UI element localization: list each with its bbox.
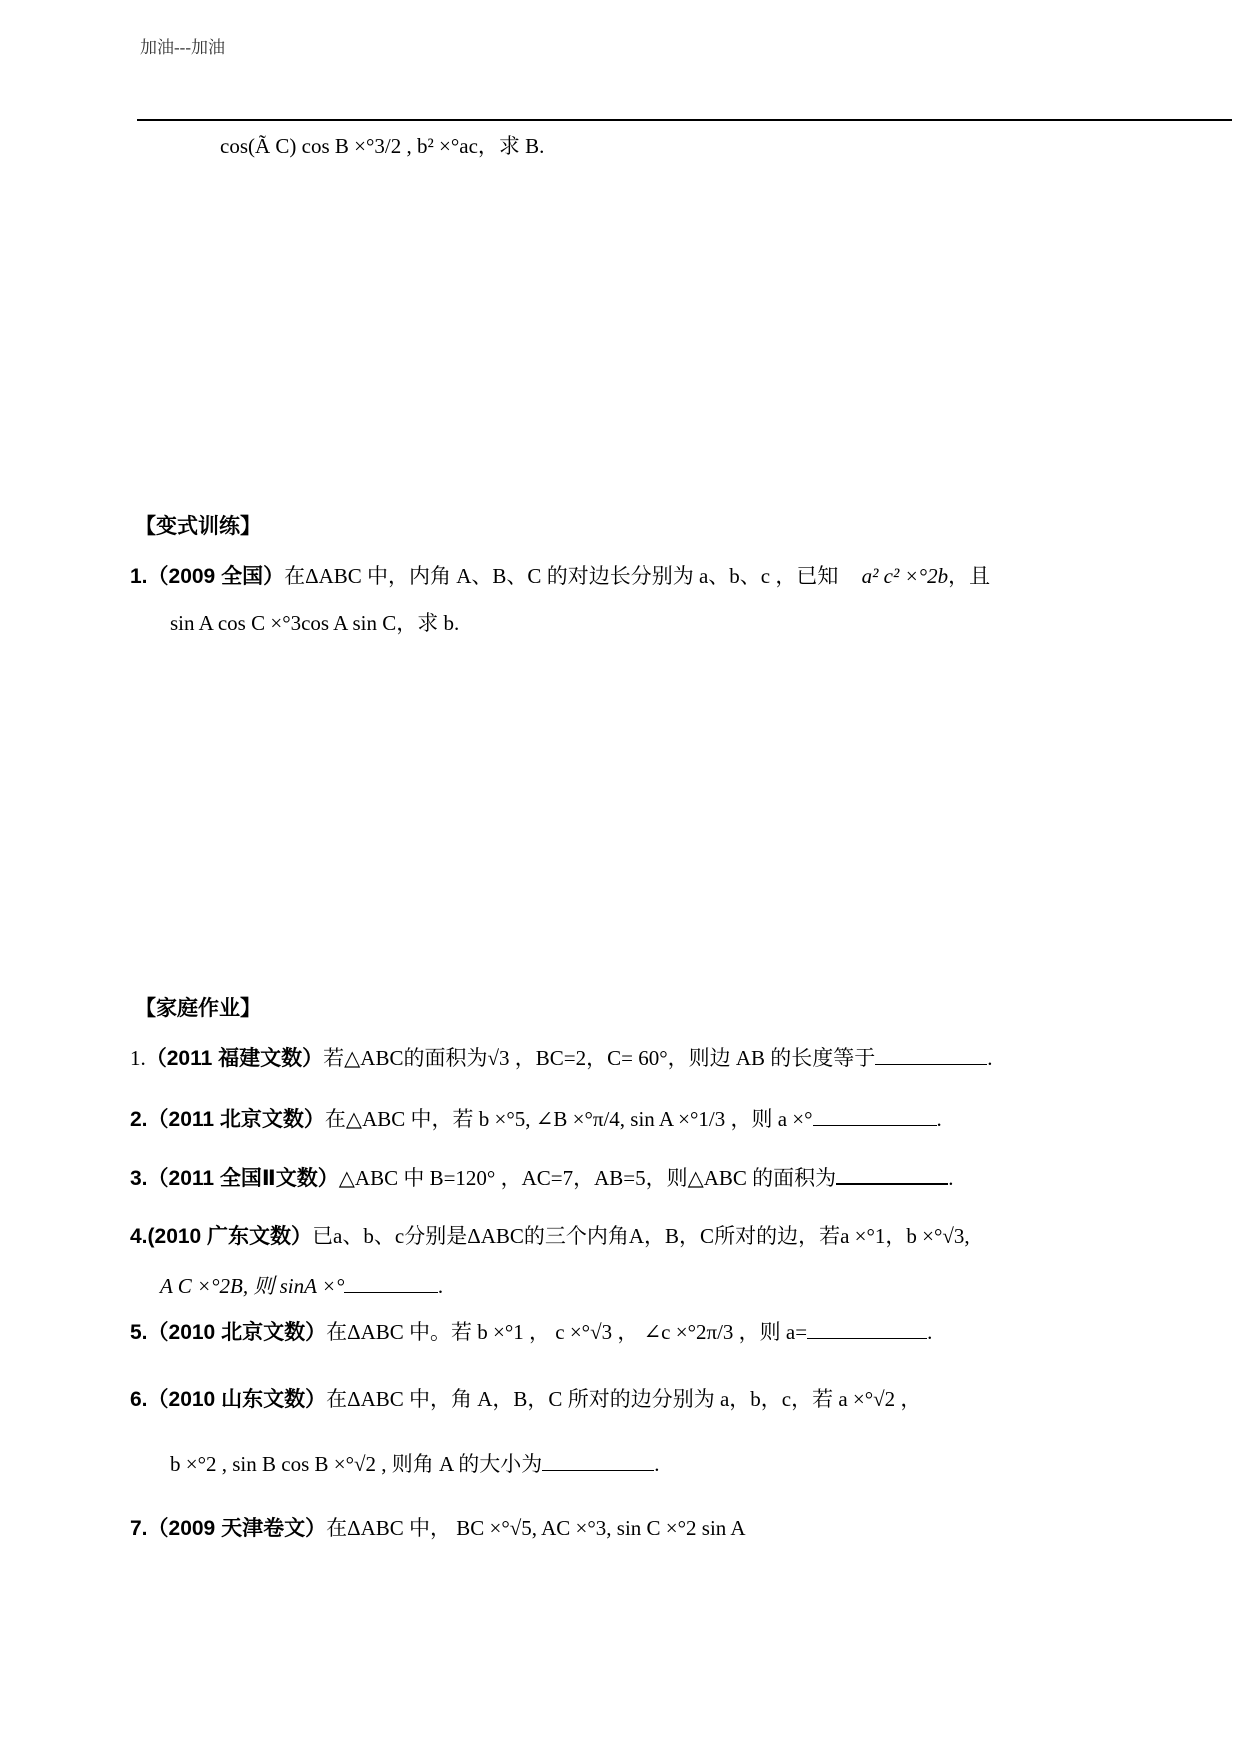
item-text: 已a、b、c分别是ΔABC的三个内角A，B，C所对的边，若a ×°1，b ×°√3, xyxy=(312,1224,970,1248)
item-end: . xyxy=(948,1166,954,1190)
item-text-2: b ×°2 , sin B cos B ×°√2 , 则角 A 的大小为 xyxy=(170,1452,543,1476)
item-text: 在ΔABC 中，角 A，B，C 所对的边分别为 a，b，c，若 a ×°√2 ， xyxy=(326,1387,922,1411)
homework-item-6-line2 xyxy=(170,1448,660,1478)
answer-blank[interactable] xyxy=(344,1291,438,1293)
item-source: （2011 全国Ⅱ文数） xyxy=(147,1167,339,1190)
item-end: . xyxy=(987,1046,993,1070)
q-number: 1. xyxy=(130,565,148,588)
homework-item-7 xyxy=(130,1512,746,1542)
item-end: . xyxy=(438,1274,444,1298)
item-text: △ABC 中 B=120° ，AC=7，AB=5，则△ABC 的面积为 xyxy=(338,1166,837,1190)
answer-blank[interactable] xyxy=(807,1337,927,1339)
variant-q1-line2 xyxy=(170,607,459,637)
item-source: （2011 福建文数） xyxy=(145,1047,324,1070)
item-source: （2010 山东文数） xyxy=(147,1388,327,1411)
page-header: 加油---加油 xyxy=(140,38,225,57)
item-number: 1. xyxy=(130,1046,146,1070)
q-source: （2009 全国） xyxy=(147,565,285,588)
item-text: 在△ABC 中，若 b ×°5, ∠B ×°π/4, sin A ×°1/3 ，则 a ×° xyxy=(324,1107,813,1131)
item-source: （2011 北京文数） xyxy=(147,1108,325,1131)
variant-section-title: 【变式训练】 xyxy=(135,515,261,538)
item-number: 4. xyxy=(130,1225,148,1248)
variant-q1-line1 xyxy=(130,560,990,590)
item-number: 5. xyxy=(130,1321,148,1344)
intro-formula: cos(Ã C) cos B ×°3/2 , b² ×°ac xyxy=(220,134,478,158)
q-formula-2: sin A cos C ×°3cos A sin C xyxy=(170,611,397,635)
item-number: 6. xyxy=(130,1388,148,1411)
answer-blank[interactable] xyxy=(542,1469,654,1471)
item-end: . xyxy=(654,1452,660,1476)
homework-section-title: 【家庭作业】 xyxy=(135,997,261,1020)
homework-item-6 xyxy=(130,1383,921,1413)
item-text: 在ΔABC 中。若 b ×°1 ， c ×°√3 ， ∠c ×°2π/3 ，则 a= xyxy=(326,1320,808,1344)
item-number: 3. xyxy=(130,1167,148,1190)
q-text: 在ΔABC 中，内角 A、B、C 的对边长分别为 a、b、c ，已知 xyxy=(284,564,839,588)
item-end: . xyxy=(936,1107,942,1131)
item-text: 若△ABC的面积为√3 ，BC=2，C= 60°，则边 AB 的长度等于 xyxy=(323,1046,876,1070)
intro-problem-line xyxy=(220,130,544,160)
header-rule xyxy=(137,119,1232,121)
item-text-2: A C ×°2B, 则 sinA ×° xyxy=(160,1274,345,1298)
answer-blank[interactable] xyxy=(836,1182,948,1185)
q-tail: ，且 xyxy=(948,564,991,588)
homework-item-2 xyxy=(130,1103,942,1133)
answer-blank[interactable] xyxy=(813,1124,937,1126)
item-source: （2009 天津卷文） xyxy=(147,1517,327,1540)
item-source: (2010 广东文数） xyxy=(147,1225,313,1248)
q-formula: a² c² ×°2b xyxy=(861,564,949,588)
q-tail-2: ，求 b. xyxy=(396,611,460,635)
item-number: 7. xyxy=(130,1517,148,1540)
homework-item-1 xyxy=(130,1042,993,1072)
item-end: . xyxy=(927,1320,933,1344)
answer-blank[interactable] xyxy=(875,1063,987,1065)
item-text: 在ΔABC 中， BC ×°√5, AC ×°3, sin C ×°2 sin A xyxy=(326,1516,746,1540)
item-source: （2010 北京文数） xyxy=(147,1321,327,1344)
homework-item-4 xyxy=(130,1220,970,1250)
intro-ask: ，求 B. xyxy=(477,134,545,158)
homework-item-5 xyxy=(130,1316,932,1346)
homework-item-3 xyxy=(130,1162,953,1192)
item-number: 2. xyxy=(130,1108,148,1131)
homework-item-4-line2 xyxy=(160,1270,444,1300)
